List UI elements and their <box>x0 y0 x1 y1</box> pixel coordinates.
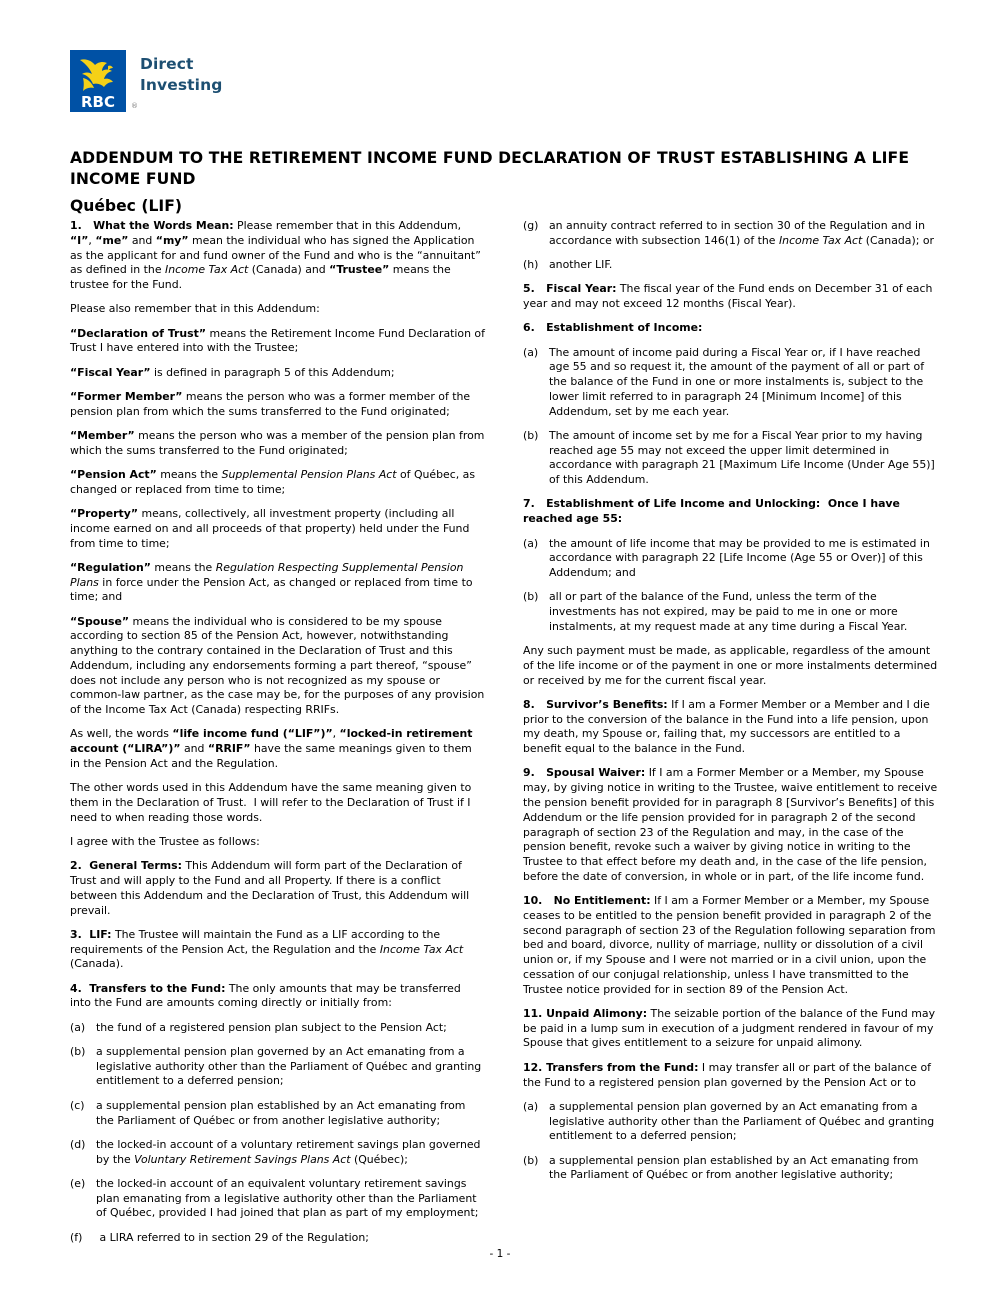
list-item-text: another LIF. <box>549 258 613 272</box>
paragraph-p4e <box>70 1177 485 1221</box>
list-item-label: (b) <box>70 1044 86 1058</box>
list-item-text: a supplemental pension plan governed by an Act emanating from a legislative authority other than the Parliament of Québec and granting entitlement to a deferred pension; <box>549 1099 935 1143</box>
paragraph-p12: 12. Transfers from the Fund: I may transfer all or part of the balance of the Fund to a registered pension plan governed by the Pension Act or to <box>523 1060 931 1089</box>
rbc-lion-shield-icon <box>70 50 138 112</box>
paragraph-p5: 5. Fiscal Year: The fiscal year of the Fund ends on December 31 of each year and may not exceed 12 months (Fiscal Year). <box>523 282 933 311</box>
list-item-text: The amount of income set by me for a Fiscal Year prior to my having reached age 55 may not exceed the upper limit determined in accordance with paragraph 21 [Maximum Life Income (Under Age 55)] of this Addendum. <box>549 428 935 487</box>
paragraph-p3: 3. LIF: The Trustee will maintain the Fund as a LIF according to the requirements of the Pension Act, the Regulation and the Income Tax Act (Canada). <box>70 927 464 971</box>
paragraph-other-words: The other words used in this Addendum have the same meaning given to them in the Declaration of Trust. I will refer to the Declaration of Trust if I need to when reading those words. <box>70 781 472 824</box>
paragraph-p4c <box>70 1099 485 1129</box>
paragraph-p4: 4. Transfers to the Fund: The only amounts that may be transferred into the Fund are amounts coming directly or initially from: <box>70 981 461 1010</box>
list-item-label: (b) <box>523 428 539 442</box>
paragraph-def-spouse: “Spouse” means the individual who is considered to be my spouse according to section 85 of the Pension Act, however, notwithstanding anything to the contrary contained in the Declaration of Trust and this Addendum, including any endorsements forming a part thereof, “spouse” does not include any person who is not recognized as my spouse or common-law partner, as the case may be, for the purposes of any provision of the Income Tax Act (Canada) respecting RRIFs. <box>70 614 485 717</box>
list-item-label: (b) <box>523 590 539 604</box>
list-item-text: all or part of the balance of the Fund, unless the term of the investments has not expired, may be paid to me in one or more instalments, at my request made at any time during a Fiscal Year. <box>549 590 908 633</box>
paragraph-p7a <box>523 537 938 581</box>
page-number: - 1 - <box>489 1248 511 1260</box>
paragraph-p7: 7. Establishment of Life Income and Unlocking: Once I have reached age 55: <box>523 497 900 526</box>
list-item-text: the locked-in account of a voluntary retirement savings plan governed by the Voluntary Retirement Savings Plans Act (Québec); <box>96 1137 481 1166</box>
paragraph-p8: 8. Survivor’s Benefits: If I am a Former Member or a Member and I die prior to the conversion of the balance in the Fund into a life pension, upon my death, my Spouse or, failing that, my successors are entitled to a benefit equal to the balance in the Fund. <box>523 697 930 756</box>
list-item-text: a supplemental pension plan governed by an Act emanating from a legislative authority other than the Parliament of Québec and granting entitlement to a deferred pension; <box>96 1044 482 1088</box>
list-item-text: a supplemental pension plan established by an Act emanating from the Parliament of Québec or from another legislative authority; <box>549 1153 919 1182</box>
list-item-label: (h) <box>523 258 539 272</box>
paragraph-p10: 10. No Entitlement: If I am a Former Member or a Member, my Spouse ceases to be entitled to the pension benefit provided in paragraph 2 of the second paragraph of section 23 of the Regulation following separation from bed and board, divorce, nullity of marriage, nullity or dissolution of a civil union or, if my Spouse and I were not married or in a civil union, upon the cessation of our conjugal relationship, unless I have transmitted to the Trustee notice provided for in section 89 of the Pension Act. <box>523 894 936 996</box>
paragraph-def-fiscal-year: “Fiscal Year” is defined in paragraph 5 of this Addendum; <box>70 365 395 379</box>
paragraph-p4a <box>70 1021 485 1036</box>
paragraph-def-declaration-of-trust: “Declaration of Trust” means the Retirement Income Fund Declaration of Trust I have entered into with the Trustee; <box>70 326 485 355</box>
paragraph-p9: 9. Spousal Waiver: If I am a Former Member or a Member, my Spouse may, by giving notice in writing to the Trustee, waive entitlement to receive the pension benefit provided for in paragraph 8 [Survivor’s Benefits] of this Addendum or the life pension provided for in paragraph 2 of the second paragraph of section 23 of the Regulation and may, in the case of the pension benefit, revoke such a waiver by giving notice in writing to the Trustee to that effect before my death and, in the case of the life pension, before the date of conversion, in whole or in part, of the life income fund. <box>523 766 938 883</box>
rbc-direct-investing-logo <box>70 50 222 112</box>
list-item-label: (a) <box>523 536 539 550</box>
paragraph-def-as-well: As well, the words “life income fund (“LIF”)”, “locked-in retirement account (“LIRA”)” and “RRIF” have the same meanings given to them in the Pension Act and the Regulation. <box>70 727 473 770</box>
product-wordmark <box>140 50 222 95</box>
list-item-text: the fund of a registered pension plan subject to the Pension Act; <box>96 1020 447 1034</box>
list-item-label: (f) <box>70 1230 83 1244</box>
document-subtitle: Québec (LIF) <box>70 196 182 215</box>
paragraph-p4h <box>523 258 938 273</box>
svg-text:RBC: RBC <box>81 93 115 111</box>
list-item-label: (a) <box>523 345 539 359</box>
paragraph-p6: 6. Establishment of Income: <box>523 321 703 335</box>
document-title: ADDENDUM TO THE RETIREMENT INCOME FUND DECLARATION OF TRUST ESTABLISHING A LIFE INCOME FUND <box>70 149 910 189</box>
paragraph-def-property: “Property” means, collectively, all investment property (including all income earned on and all proceeds of that property) held under the Fund from time to time; <box>70 506 470 550</box>
list-item-text: The amount of income paid during a Fiscal Year or, if I have reached age 55 and so request it, the amount of the payment of all or part of the balance of the Fund in one or more instalments is, subject to the lower limit referred to in paragraph 24 [Minimum Income] of this Addendum, set by me each year. <box>549 345 925 418</box>
list-item-text: an annuity contract referred to in section 30 of the Regulation and in accordance with subsection 146(1) of the Income Tax Act (Canada); or <box>549 219 934 247</box>
paragraph-def-member: “Member” means the person who was a member of the pension plan from which the sums transferred to the Fund originated; <box>70 428 485 457</box>
registered-trademark-mark: ® <box>131 102 138 110</box>
paragraph-p6b <box>523 429 938 488</box>
list-item-text: the locked-in account of an equivalent voluntary retirement savings plan emanating from a legislative authority other than the Parliament of Québec, provided I had joined that plan as part of my employment; <box>96 1176 479 1220</box>
paragraph-p4b <box>70 1045 485 1089</box>
list-item-label: (g) <box>523 219 539 232</box>
paragraph-p7b <box>523 590 938 634</box>
list-item-label: (c) <box>70 1098 85 1112</box>
list-item-text: a supplemental pension plan established by an Act emanating from the Parliament of Québec or from another legislative authority; <box>96 1098 466 1127</box>
paragraph-p12b <box>523 1154 938 1184</box>
paragraph-p1: 1. What the Words Mean: Please remember that in this Addendum, “I”, “me” and “my” mean the individual who has signed the Application as the applicant for and fund owner of the Fund and who is the “annuitant” as defined in the Income Tax Act (Canada) and “Trustee” means the trustee for the Fund. <box>70 219 481 292</box>
paragraph-p1-lead: Please also remember that in this Addendum: <box>70 302 320 316</box>
list-item-label: (b) <box>523 1153 539 1167</box>
product-wordmark-line-2: Investing <box>140 75 223 94</box>
paragraph-def-former-member: “Former Member” means the person who was a former member of the pension plan from which the sums transferred to the Fund originated; <box>70 389 471 418</box>
list-item-text: a LIRA referred to in section 29 of the Regulation; <box>96 1230 369 1244</box>
paragraph-p4d <box>70 1138 485 1168</box>
list-item-text: the amount of life income that may be provided to me is estimated in accordance with paragraph 22 [Life Income (Age 55 or Over)] of this Addendum; and <box>549 536 930 580</box>
paragraph-p2: 2. General Terms: This Addendum will form part of the Declaration of Trust and will apply to the Fund and all Property. If there is a conflict between this Addendum and the Declaration of Trust, this Addendum will prevail. <box>70 859 470 917</box>
left-column <box>70 219 485 1255</box>
paragraph-def-regulation: “Regulation” means the Regulation Respecting Supplemental Pension Plans in force under the Pension Act, as changed or replaced from time to time; and <box>70 560 473 604</box>
right-column <box>523 219 938 1255</box>
paragraph-p12a <box>523 1100 938 1144</box>
paragraph-p6a <box>523 346 938 420</box>
product-wordmark-line-1: Direct <box>140 55 194 73</box>
page-footer <box>0 1248 1000 1260</box>
paragraph-def-pension-act: “Pension Act” means the Supplemental Pension Plans Act of Québec, as changed or replaced from time to time; <box>70 467 475 496</box>
document-body <box>70 219 938 1255</box>
list-item-label: (d) <box>70 1137 86 1151</box>
list-item-label: (a) <box>523 1099 539 1113</box>
paragraph-p4f <box>70 1231 485 1246</box>
paragraph-p7-closing: Any such payment must be made, as applicable, regardless of the amount of the life income or of the payment in one or more instalments determined or received by me for the current fiscal year. <box>523 644 938 687</box>
list-item-label: (e) <box>70 1176 86 1190</box>
list-item-label: (a) <box>70 1020 86 1034</box>
paragraph-p4g <box>523 219 938 249</box>
paragraph-agree: I agree with the Trustee as follows: <box>70 835 260 849</box>
paragraph-p11: 11. Unpaid Alimony: The seizable portion of the balance of the Fund may be paid in a lump sum in execution of a judgment rendered in favour of my Spouse that gives entitlement to a seizure for unpaid alimony. <box>523 1006 936 1050</box>
